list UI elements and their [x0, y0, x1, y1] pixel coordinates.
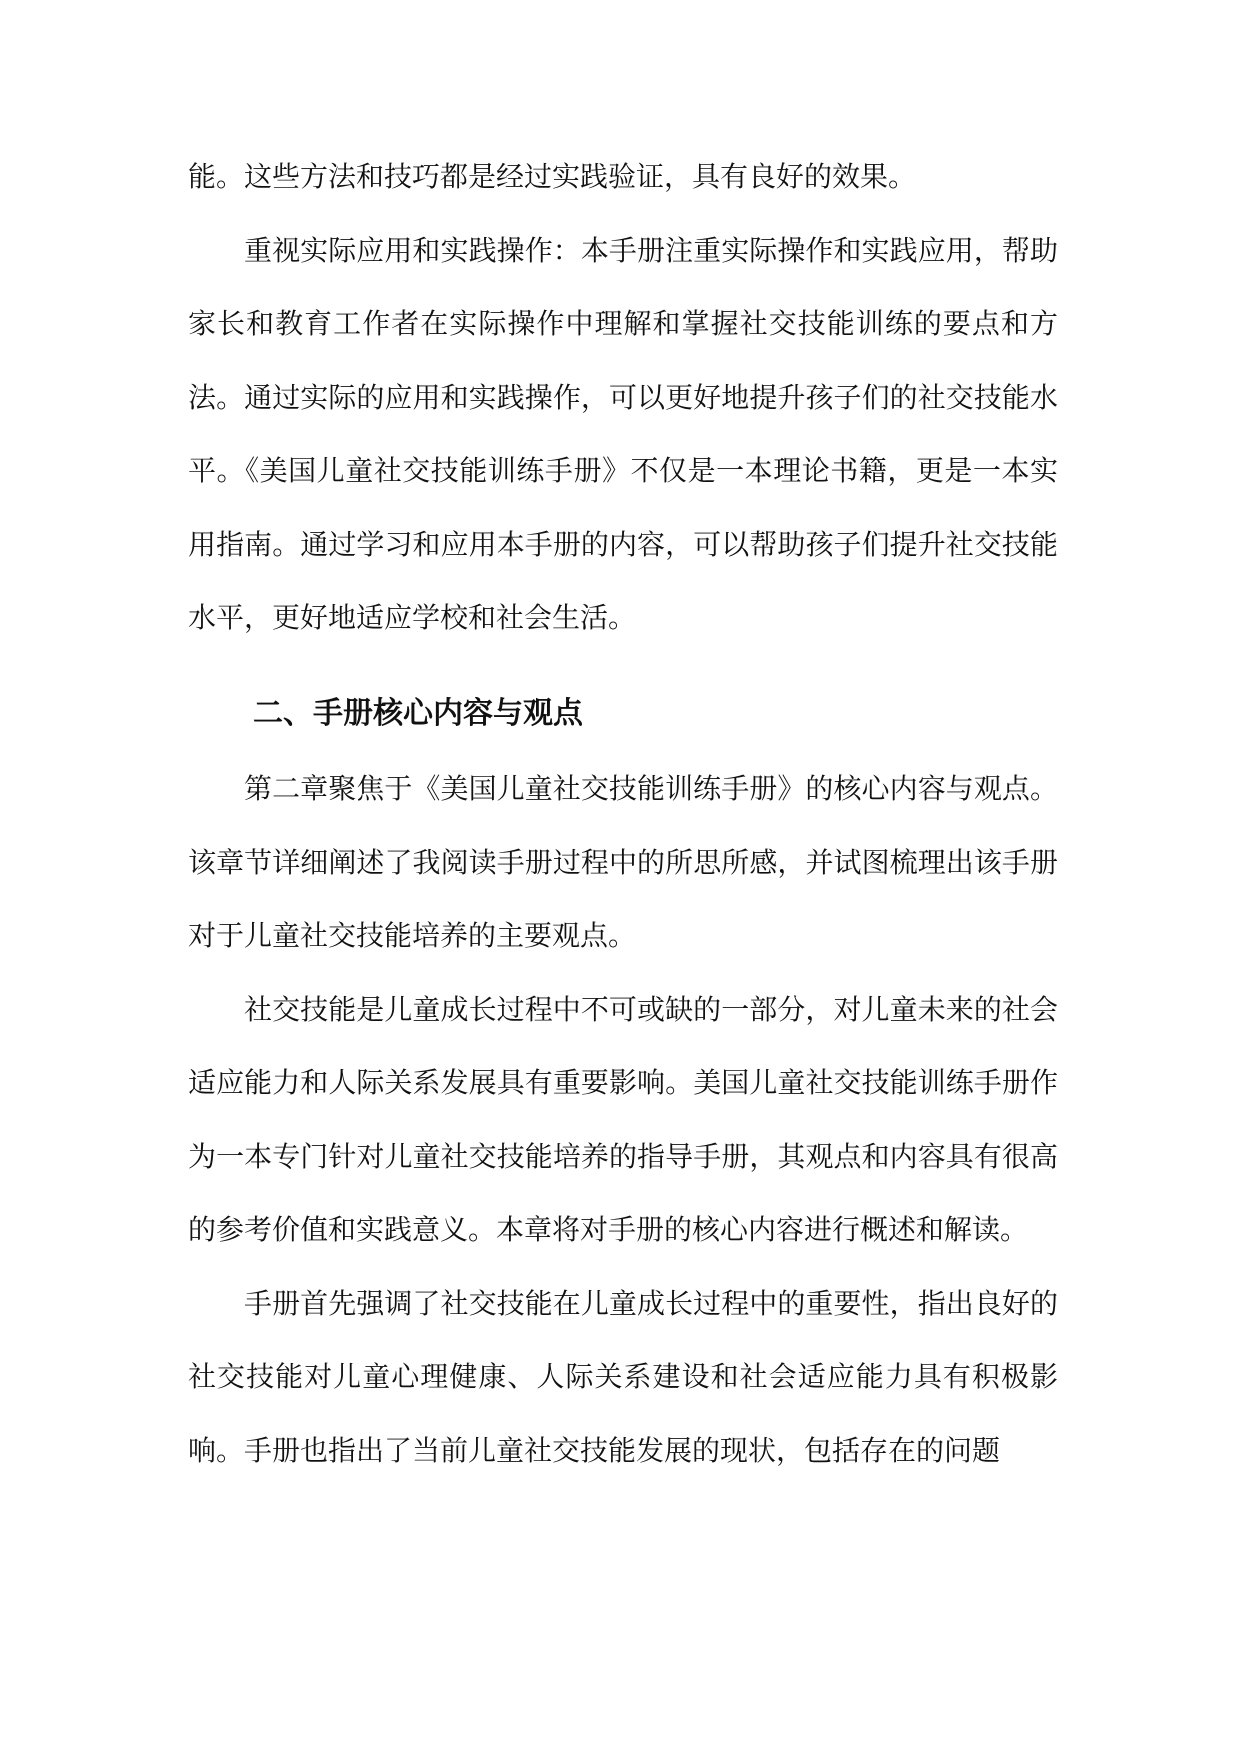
- paragraph-practical-application: 重视实际应用和实践操作：本手册注重实际操作和实践应用，帮助家长和教育工作者在实际操作中理解和掌握社交技能训练的要点和方法。通过实际的应用和实践操作，可以更好地提升孩子们的社交技能水平。《美国儿童社交技能训练手册》不仅是一本理论书籍，更是一本实用指南。通过学习和应用本手册的内容，可以帮助孩子们提升社交技能水平，更好地适应学校和社会生活。: [188, 233, 1058, 634]
- paragraph-manual-emphasis: 手册首先强调了社交技能在儿童成长过程中的重要性，指出良好的社交技能对儿童心理健康、人际关系建设和社会适应能力具有积极影响。手册也指出了当前儿童社交技能发展的现状，包括存在的问题: [188, 1286, 1058, 1467]
- paragraph-social-skills-importance: 社交技能是儿童成长过程中不可或缺的一部分，对儿童未来的社会适应能力和人际关系发展具有重要影响。美国儿童社交技能训练手册作为一本专门针对儿童社交技能培养的指导手册，其观点和内容具有很高的参考价值和实践意义。本章将对手册的核心内容进行概述和解读。: [188, 992, 1058, 1246]
- section-heading: 二、手册核心内容与观点: [253, 695, 583, 731]
- paragraph-chapter-intro: 第二章聚焦于《美国儿童社交技能训练手册》的核心内容与观点。该章节详细阐述了我阅读手册过程中的所思所感，并试图梳理出该手册对于儿童社交技能培养的主要观点。: [188, 772, 1058, 952]
- paragraph-continuation: 能。这些方法和技巧都是经过实践验证，具有良好的效果。: [188, 160, 917, 193]
- document-body: [188, 140, 1058, 1487]
